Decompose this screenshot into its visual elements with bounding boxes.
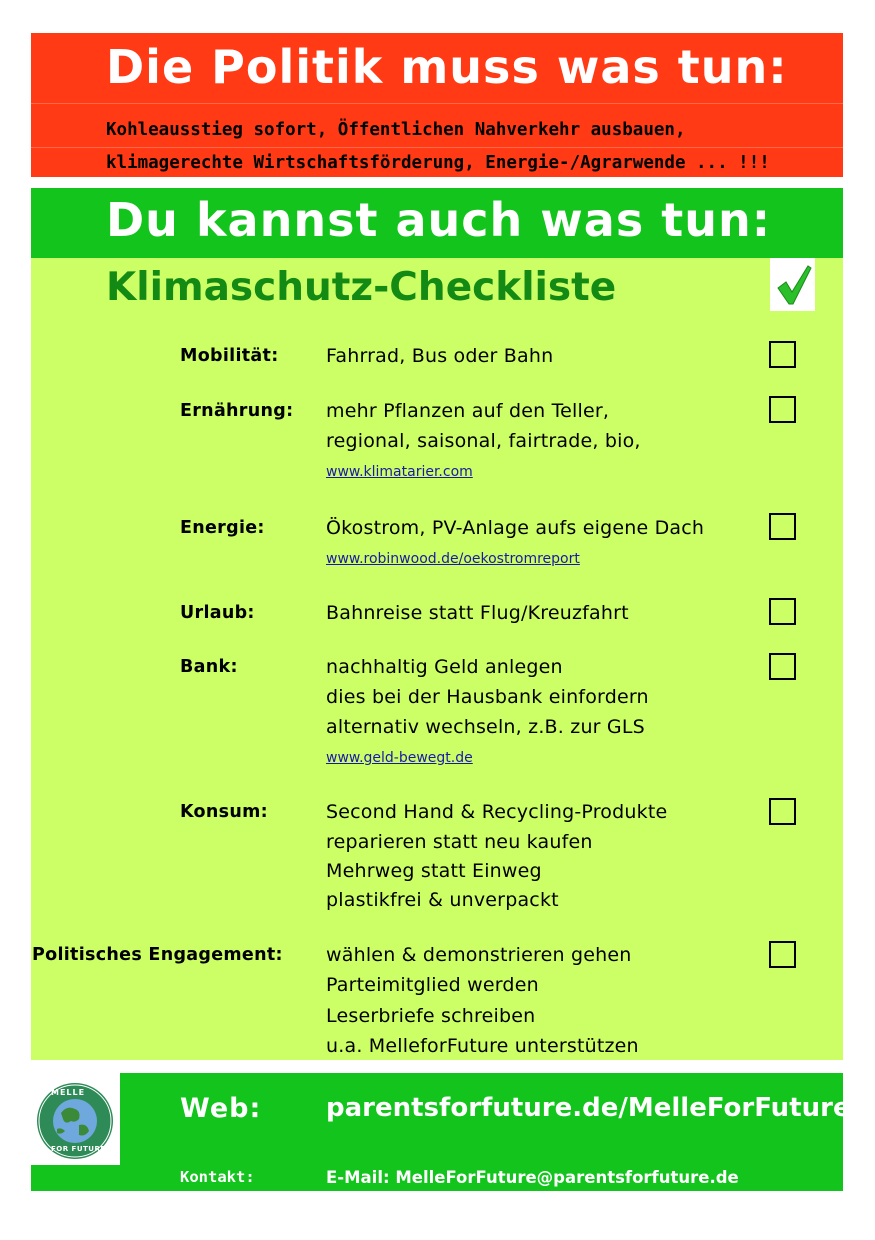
link-klimatarier[interactable]: www.klimatarier.com	[326, 464, 473, 480]
checkmark-icon	[770, 258, 815, 311]
item-line: reparieren statt neu kaufen	[326, 831, 593, 853]
checkbox-consumption[interactable]	[769, 798, 796, 825]
category-energy: Energie:	[180, 518, 265, 538]
contact-label: Kontakt:	[180, 1168, 255, 1186]
checklist-title: Klimaschutz-Checkliste	[106, 265, 617, 310]
melle-for-future-logo	[31, 1073, 120, 1165]
item-line: plastikfrei & unverpackt	[326, 889, 559, 911]
link-geld-bewegt[interactable]: www.geld-bewegt.de	[326, 750, 473, 766]
divider	[31, 147, 843, 148]
politics-demands-line-1: Kohleausstieg sofort, Öffentlichen Nahverkehr ausbauen,	[106, 120, 686, 140]
checkbox-bank[interactable]	[769, 653, 796, 680]
politics-demands-line-2: klimagerechte Wirtschaftsförderung, Energie-/Agrarwende ... !!!	[106, 153, 770, 173]
checkbox-mobility[interactable]	[769, 341, 796, 368]
divider	[31, 103, 843, 104]
item-line: Parteimitglied werden	[326, 974, 539, 996]
item-line: Bahnreise statt Flug/Kreuzfahrt	[326, 602, 629, 624]
item-line: alternativ wechseln, z.B. zur GLS	[326, 716, 645, 738]
you-can-title: Du kannst auch was tun:	[106, 193, 772, 247]
web-label: Web:	[180, 1093, 262, 1124]
checkbox-nutrition[interactable]	[769, 396, 796, 423]
category-bank: Bank:	[180, 657, 238, 677]
item-line: Leserbriefe schreiben	[326, 1005, 536, 1027]
logo-text-top: MELLE	[51, 1088, 86, 1097]
item-line: mehr Pflanzen auf den Teller,	[326, 400, 610, 422]
checkbox-political-engagement[interactable]	[769, 941, 796, 968]
logo-text-bottom: FOR FUTURE	[51, 1145, 106, 1153]
item-line: Fahrrad, Bus oder Bahn	[326, 345, 554, 367]
category-political-engagement: Politisches Engagement:	[32, 945, 283, 965]
contact-email[interactable]: E-Mail: MelleForFuture@parentsforfuture.de	[326, 1168, 739, 1187]
checkbox-vacation[interactable]	[769, 598, 796, 625]
item-line: Mehrweg statt Einweg	[326, 860, 542, 882]
link-robinwood[interactable]: www.robinwood.de/oekostromreport	[326, 551, 580, 567]
politics-title: Die Politik muss was tun:	[106, 40, 788, 94]
category-nutrition: Ernährung:	[180, 401, 294, 421]
item-line: u.a. MelleforFuture unterstützen	[326, 1035, 639, 1057]
web-link[interactable]: parentsforfuture.de/MelleForFuture	[326, 1093, 851, 1123]
item-line: nachhaltig Geld anlegen	[326, 656, 563, 678]
item-line: wählen & demonstrieren gehen	[326, 944, 632, 966]
category-consumption: Konsum:	[180, 802, 268, 822]
category-vacation: Urlaub:	[180, 603, 255, 623]
item-line: regional, saisonal, fairtrade, bio,	[326, 430, 641, 452]
category-mobility: Mobilität:	[180, 346, 279, 366]
item-line: Ökostrom, PV-Anlage aufs eigene Dach	[326, 517, 705, 539]
item-line: dies bei der Hausbank einfordern	[326, 686, 649, 708]
item-line: Second Hand & Recycling-Produkte	[326, 801, 668, 823]
checkbox-energy[interactable]	[769, 513, 796, 540]
